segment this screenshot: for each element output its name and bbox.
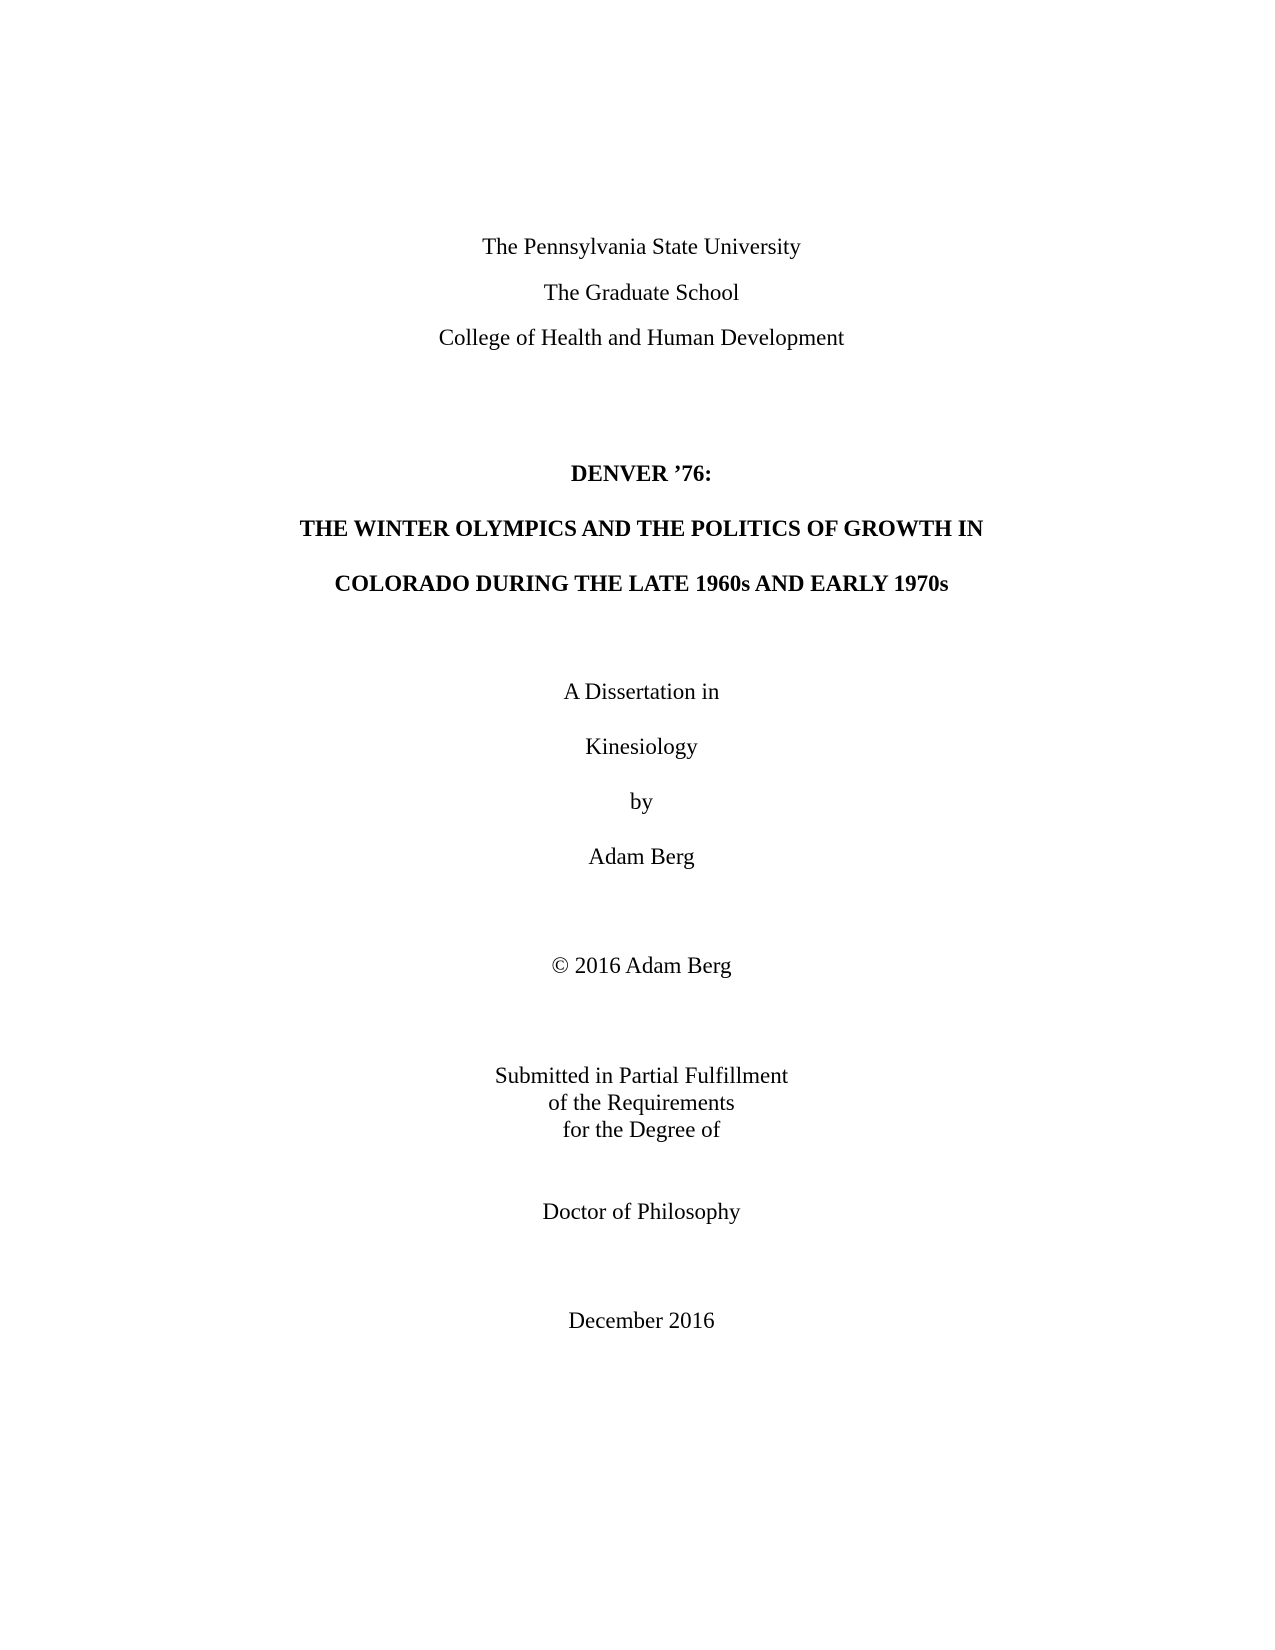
title-line-2: THE WINTER OLYMPICS AND THE POLITICS OF GROWTH IN bbox=[299, 516, 984, 541]
copyright-notice: © 2016 Adam Berg bbox=[551, 953, 732, 978]
degree-name: Doctor of Philosophy bbox=[542, 1199, 741, 1224]
graduate-school: The Graduate School bbox=[543, 280, 740, 305]
field-of-study: Kinesiology bbox=[585, 734, 698, 759]
submission-line-1: Submitted in Partial Fulfillment bbox=[494, 1063, 789, 1088]
submission-line-2: of the Requirements bbox=[548, 1090, 735, 1115]
submission-date: December 2016 bbox=[568, 1308, 715, 1333]
college-name: College of Health and Human Development bbox=[438, 325, 845, 350]
submission-line-3: for the Degree of bbox=[562, 1117, 721, 1142]
by-label: by bbox=[630, 789, 653, 814]
dissertation-type: A Dissertation in bbox=[563, 679, 720, 704]
university-name: The Pennsylvania State University bbox=[482, 234, 801, 259]
title-line-3: COLORADO DURING THE LATE 1960s AND EARLY 1970s bbox=[334, 571, 949, 596]
title-line-1: DENVER ’76: bbox=[570, 461, 713, 486]
author-name: Adam Berg bbox=[588, 844, 695, 869]
